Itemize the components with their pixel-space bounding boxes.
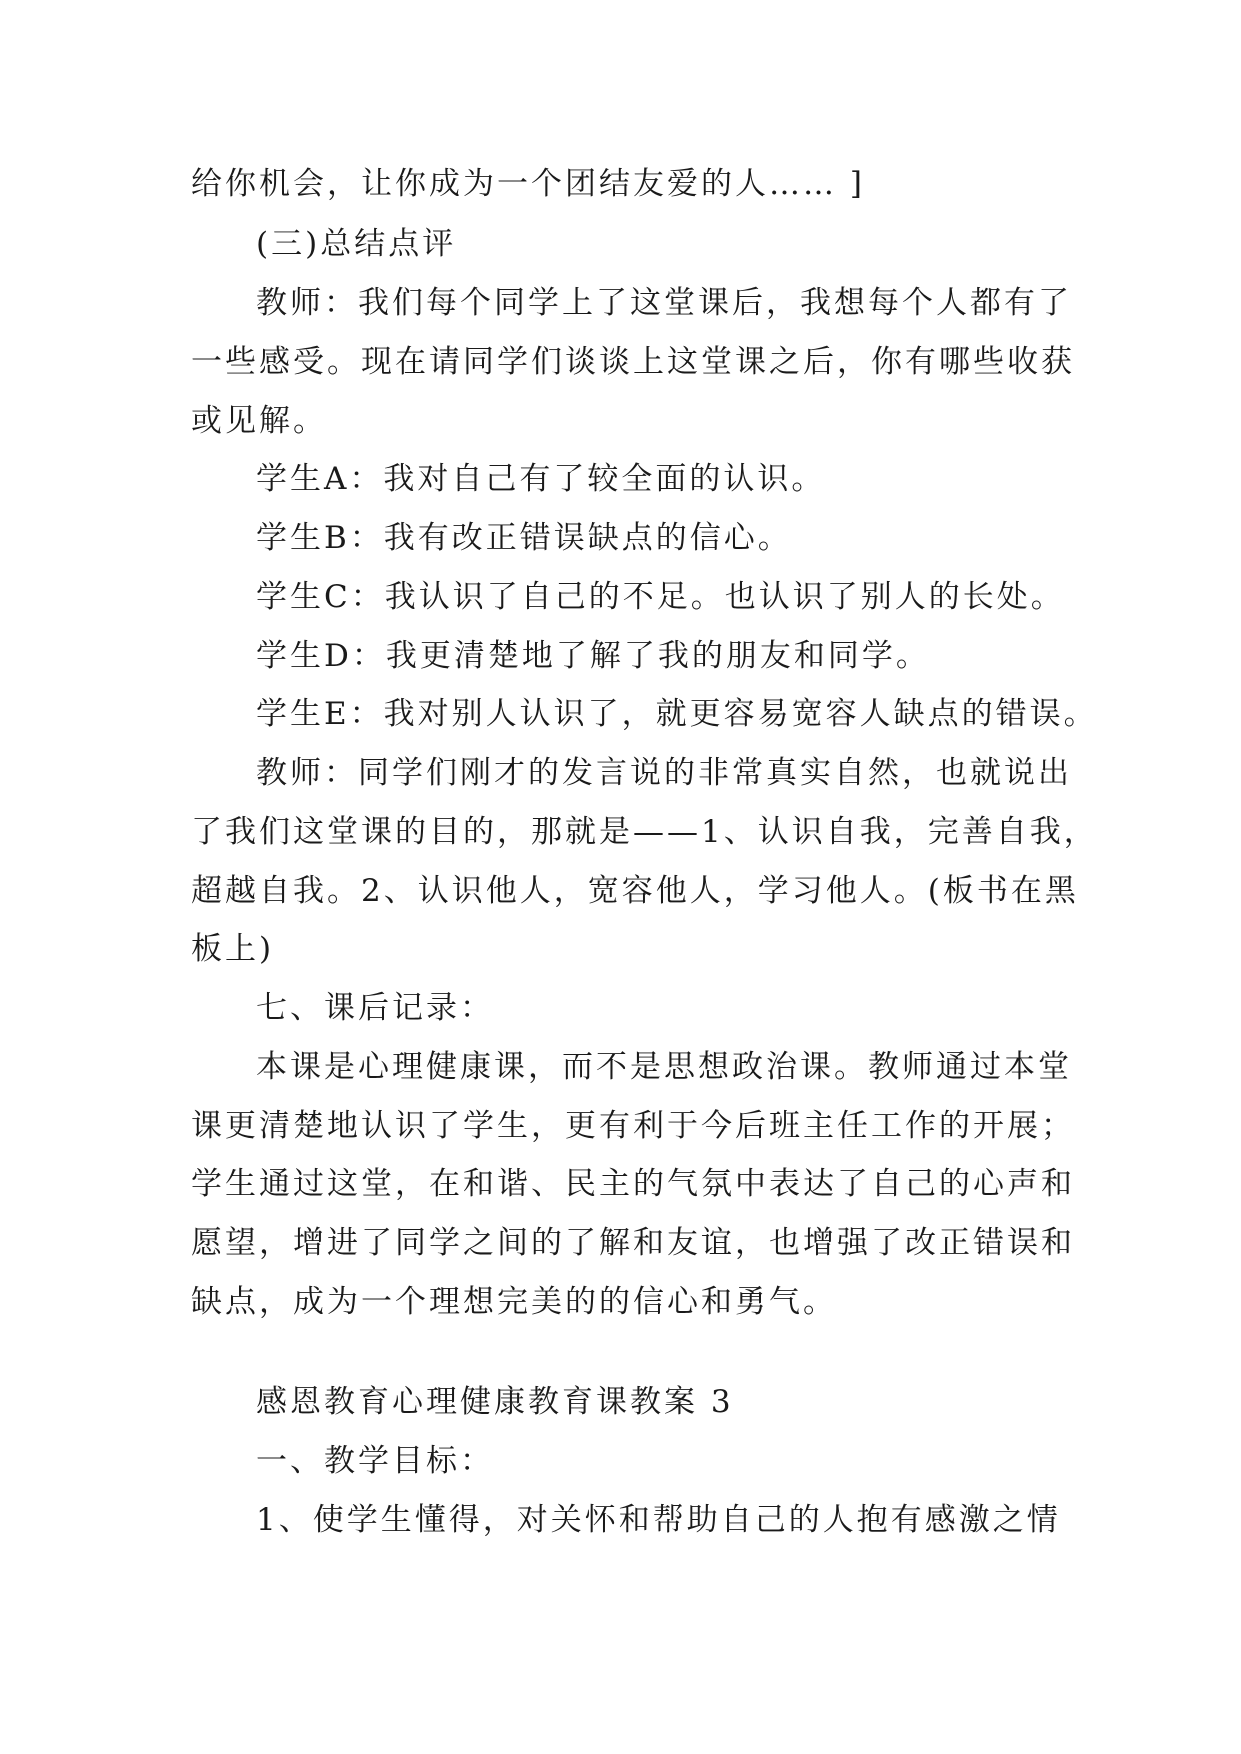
text-line: 学生D：我更清楚地了解了我的朋友和同学。 (256, 638, 930, 674)
section-heading: 七、课后记录： (256, 990, 494, 1026)
text-line: 学生通过这堂，在和谐、民主的气氛中表达了自己的心声和 (191, 1166, 1075, 1202)
text-line: 超越自我。2、认识他人，宽容他人，学习他人。(板书在黑 (191, 873, 1079, 909)
text-line: 缺点，成为一个理想完美的的信心和勇气。 (191, 1284, 837, 1320)
text-line: 学生B：我有改正错误缺点的信心。 (256, 520, 792, 556)
text-line: 课更清楚地认识了学生，更有利于今后班主任工作的开展； (191, 1108, 1075, 1144)
text-line: 或见解。 (191, 403, 327, 439)
section-heading: 一、教学目标： (256, 1443, 494, 1479)
text-line: 学生A：我对自己有了较全面的认识。 (256, 461, 826, 497)
document-title: 感恩教育心理健康教育课教案 3 (256, 1384, 734, 1420)
text-line: 板上) (191, 931, 275, 967)
text-line: 给你机会，让你成为一个团结友爱的人…… ] (191, 166, 865, 202)
text-line: 一些感受。现在请同学们谈谈上这堂课之后，你有哪些收获 (191, 344, 1075, 380)
text-line: 本课是心理健康课，而不是思想政治课。教师通过本堂 (256, 1049, 1072, 1085)
text-line: 1、使学生懂得，对关怀和帮助自己的人抱有感激之情 (256, 1502, 1061, 1538)
text-line: 学生E：我对别人认识了，就更容易宽容人缺点的错误。 (256, 696, 1098, 732)
text-line: 教师：同学们刚才的发言说的非常真实自然，也就说出 (256, 755, 1072, 791)
text-line: 愿望，增进了同学之间的了解和友谊，也增强了改正错误和 (191, 1225, 1075, 1261)
text-line: 学生C：我认识了自己的不足。也认识了别人的长处。 (256, 579, 1065, 615)
section-heading: (三)总结点评 (256, 226, 457, 262)
text-line: 了我们这堂课的目的，那就是——1、认识自我，完善自我， (191, 814, 1098, 850)
text-line: 教师：我们每个同学上了这堂课后，我想每个人都有了 (256, 285, 1072, 321)
